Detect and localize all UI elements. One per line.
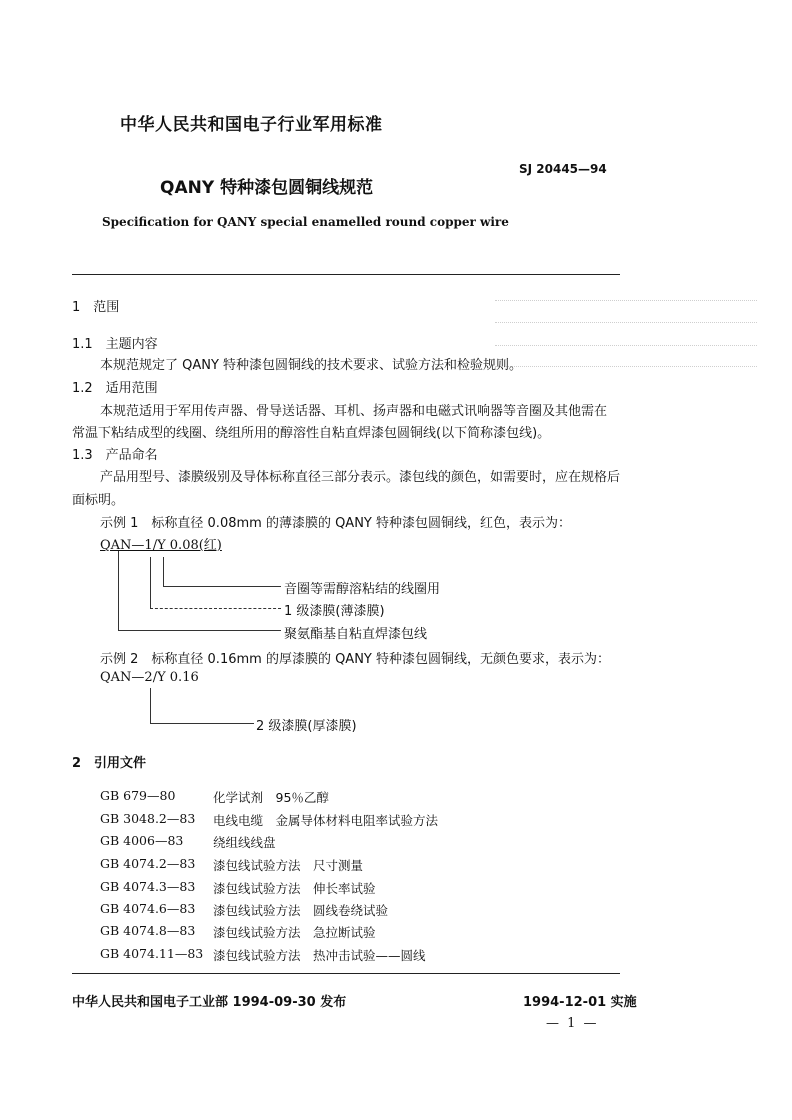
scan-artifact: [495, 345, 757, 346]
leader-horizontal: [163, 586, 281, 587]
standard-code: SJ 20445—94: [519, 162, 607, 176]
section-1-1-body: 本规范规定了 QANY 特种漆包圆铜线的技术要求、试验方法和检验规则。: [100, 358, 523, 373]
leader-vertical: [118, 551, 119, 630]
ref-code: GB 4006—83: [100, 833, 184, 848]
issuer: 中华人民共和国电子行业军用标准: [120, 115, 383, 135]
scan-artifact: [495, 366, 757, 367]
leader-vertical: [150, 688, 151, 723]
ref-code: GB 4074.11—83: [100, 946, 204, 961]
section-1-heading: 1 范围: [72, 300, 120, 315]
example-2-label-film: 2 级漆膜(厚漆膜): [256, 719, 357, 734]
scan-artifact: [495, 322, 757, 323]
header-rule: [72, 274, 620, 275]
section-1-3-body-line2: 面标明。: [72, 493, 125, 508]
ref-title: 绕组线线盘: [213, 835, 276, 850]
ref-title: 化学试剂 95％乙醇: [213, 790, 329, 805]
example-1-intro: 示例 1 标称直径 0.08mm 的薄漆膜的 QANY 特种漆包圆铜线，红色，表示为：: [100, 516, 571, 531]
effective-date: 1994-12-01 实施: [523, 995, 637, 1010]
ref-code: GB 4074.2—83: [100, 856, 196, 871]
ref-title: 漆包线试验方法 伸长率试验: [213, 881, 376, 896]
section-1-2-heading: 1.2 适用范围: [72, 381, 158, 396]
document-title: QANY 特种漆包圆铜线规范: [160, 178, 374, 198]
leader-vertical: [163, 557, 164, 586]
section-2-heading: 2 引用文件: [72, 756, 147, 771]
page-number: — 1 —: [546, 1016, 599, 1031]
section-1-1-heading: 1.1 主题内容: [72, 337, 158, 352]
example-1-designation: QAN—1/Y 0.08(红): [100, 538, 222, 553]
issue-date: 中华人民共和国电子工业部 1994-09-30 发布: [72, 995, 347, 1010]
ref-code: GB 4074.3—83: [100, 879, 196, 894]
ref-code: GB 4074.8—83: [100, 923, 196, 938]
scan-artifact: [495, 300, 757, 301]
ref-title: 漆包线试验方法 热冲击试验——圆线: [213, 948, 426, 963]
ref-title: 漆包线试验方法 尺寸测量: [213, 858, 364, 873]
example-2-intro: 示例 2 标称直径 0.16mm 的厚漆膜的 QANY 特种漆包圆铜线，无颜色要求，表示为：: [100, 652, 610, 667]
leader-vertical: [150, 557, 151, 608]
ref-title: 电线电缆 金属导体材料电阻率试验方法: [213, 813, 439, 828]
example-1-label-film: 1 级漆膜(薄漆膜): [284, 604, 385, 619]
ref-title: 漆包线试验方法 急拉断试验: [213, 925, 376, 940]
example-1-label-type: 聚氨酯基自粘直焊漆包线: [284, 627, 428, 642]
section-1-2-body-line1: 本规范适用于军用传声器、骨导送话器、耳机、扬声器和电磁式讯响器等音圈及其他需在: [100, 404, 608, 419]
leader-horizontal: [150, 723, 254, 724]
ref-code: GB 3048.2—83: [100, 811, 196, 826]
example-1-label-usage: 音圈等需醇溶粘结的线圈用: [284, 582, 441, 597]
section-1-3-heading: 1.3 产品命名: [72, 448, 158, 463]
ref-title: 漆包线试验方法 圆线卷绕试验: [213, 903, 389, 918]
ref-code: GB 679—80: [100, 788, 176, 803]
leader-horizontal: [118, 630, 281, 631]
example-2-designation: QAN—2/Y 0.16: [100, 670, 199, 685]
section-1-2-body-line2: 常温下粘结成型的线圈、绕组所用的醇溶性自粘直焊漆包圆铜线(以下简称漆包线)。: [72, 426, 551, 441]
leader-horizontal: [150, 608, 281, 609]
footer-rule: [72, 973, 620, 974]
ref-code: GB 4074.6—83: [100, 901, 196, 916]
section-1-3-body-line1: 产品用型号、漆膜级别及导体标称直径三部分表示。漆包线的颜色，如需要时，应在规格后: [100, 470, 621, 485]
english-title: Specification for QANY special enamelled round copper wire: [102, 215, 509, 229]
